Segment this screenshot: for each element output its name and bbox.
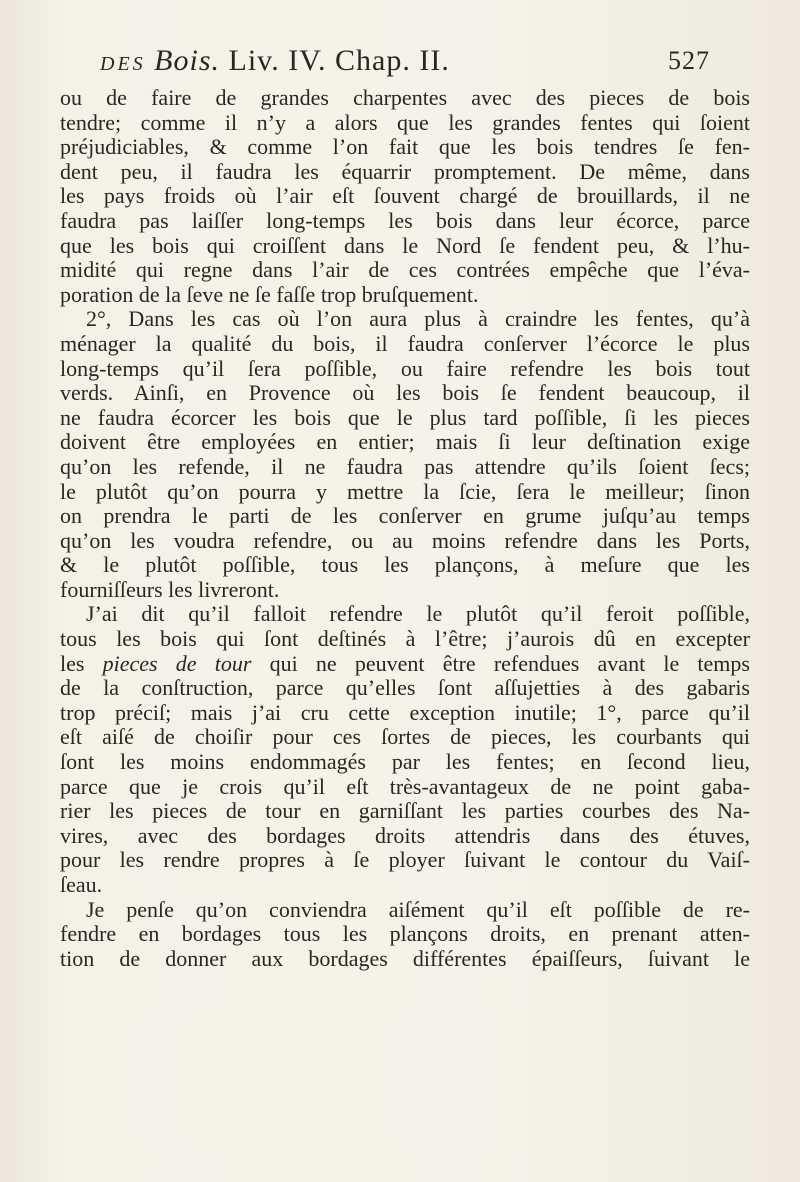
text-line: poration de la ſeve ne ſe faſſe trop bruſquement. — [60, 282, 479, 307]
text-line: tion de donner aux bordages différentes épaiſſeurs, ſuivant le — [60, 946, 750, 971]
text-line: ſeau. — [60, 873, 103, 897]
running-header — [100, 44, 710, 84]
text-line: pour les rendre propres à ſe ployer ſuivant le contour du Vaiſ- — [60, 848, 750, 873]
text-line: que les bois qui croiſſent dans le Nord ſe fendent peu, & l’hu- — [60, 233, 750, 258]
text-line: fourniſſeurs les livreront. — [60, 577, 280, 602]
text-line: rier les pieces de tour en garniſſant les parties courbes des Na- — [60, 799, 750, 824]
body-text — [60, 86, 750, 971]
text-line: midité qui regne dans l’air de ces contrées empêche que l’éva- — [60, 258, 750, 283]
text-line: préjudiciables, & comme l’on fait que les bois tendres ſe fen- — [60, 135, 750, 160]
text-line: 2°, Dans les cas où l’on aura plus à craindre les fentes, qu’à — [86, 307, 750, 332]
text-line: verds. Ainſi, en Provence où les bois ſe fendent beaucoup, il — [60, 381, 750, 406]
text-line: les pays froids où l’air eſt ſouvent chargé de brouillards, il ne — [60, 184, 750, 209]
text-line: ſont les moins endommagés par les fentes; en ſecond lieu, — [60, 750, 750, 775]
text-line: dent peu, il faudra les équarrir promptement. De même, dans — [60, 159, 750, 184]
text-line: J’ai dit qu’il falloit refendre le plutôt qu’il feroit poſſible, — [86, 602, 750, 627]
title-chapter: Liv. IV. Chap. II. — [228, 44, 450, 77]
title-bois: Bois. — [154, 44, 221, 77]
page-number: 527 — [668, 46, 710, 75]
text-line: fendre en bordages tous les plançons droits, en prenant atten- — [60, 922, 750, 947]
text-line: trop préciſ; mais j’ai cru cette exception inutile; 1°, parce qu’il — [60, 700, 750, 725]
text-line: Je penſe qu’on conviendra aiſément qu’il eſt poſſible de re- — [86, 897, 750, 922]
text-line: de la conſtruction, parce qu’elles ſont aſſujetties à des gabaris — [60, 676, 750, 701]
text-line: on prendra le parti de les conſerver en grume juſqu’au temps — [60, 504, 750, 529]
text-line: long-temps qu’il ſera poſſible, ou faire refendre les bois tout — [60, 356, 750, 381]
title-prefix: DES — [100, 53, 146, 75]
text-line: doivent être employées en entier; mais ſi leur deſtination exige — [60, 430, 750, 455]
text-line: ou de faire de grandes charpentes avec des pieces de bois — [60, 86, 750, 110]
text-line: ne faudra écorcer les bois que le plus tard poſſible, ſi les pieces — [60, 405, 750, 430]
text-line: faudra pas laiſſer long-temps les bois dans leur écorce, parce — [60, 208, 750, 233]
text-line: ménager la qualité du bois, il faudra conſerver l’écorce le plus — [60, 331, 750, 356]
running-title — [100, 44, 450, 78]
text-line: les pieces de tour qui ne peuvent être refendues avant le temps — [60, 651, 750, 676]
text-line: tendre; comme il n’y a alors que les grandes fentes qui ſoient — [60, 110, 750, 135]
text-line: parce que je crois qu’il eſt très-avantageux de ne point gaba- — [60, 774, 750, 799]
text-line: tous les bois qui ſont deſtinés à l’être; j’aurois dû en excepter — [60, 627, 750, 652]
text-line: qu’on les refende, il ne faudra pas attendre qu’ils ſoient ſecs; — [60, 454, 750, 479]
text-line: eſt aiſé de choiſir pour ces ſortes de pieces, les courbants qui — [60, 725, 750, 750]
text-line: qu’on les voudra refendre, ou au moins refendre dans les Ports, — [60, 528, 750, 553]
text-line: & le plutôt poſſible, tous les plançons, à meſure que les — [60, 553, 750, 578]
text-line: vires, avec des bordages droits attendris dans des étuves, — [60, 823, 750, 848]
text-line: le plutôt qu’on pourra y mettre la ſcie, ſera le meilleur; ſinon — [60, 479, 750, 504]
